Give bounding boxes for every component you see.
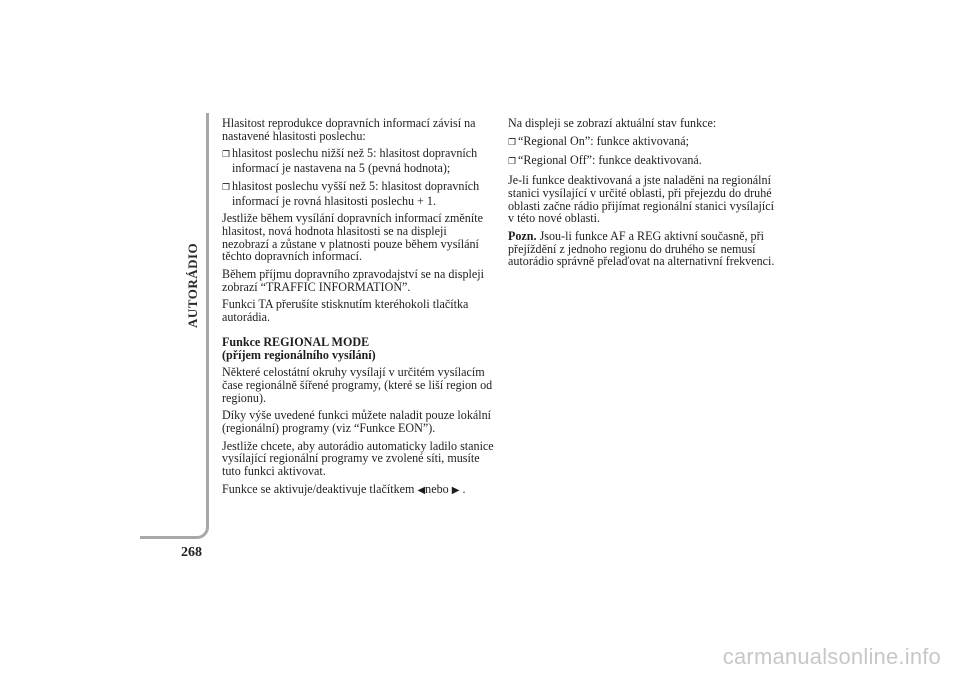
paragraph: Některé celostátní okruhy vysílají v určitém vysílacím čase regionálně šířené programy, (které se liší region od regionu).	[222, 365, 493, 405]
paragraph: Funkce se aktivuje/deaktivuje tlačítkem ◀nebo ▶ .	[222, 481, 466, 496]
section-heading: Funkce REGIONAL MODE (příjem regionálního vysílání)	[222, 334, 376, 362]
paragraph: Je-li funkce deaktivovaná a jste naladěni na regionální stanici vysílající v určité oblasti, při přejezdu do druhé oblasti začne rádio přijímat regionální stanici vysílající v této nové oblasti.	[508, 173, 774, 226]
paragraph: Jestliže chcete, aby autorádio automaticky ladilo stanice vysílající regionální programy ve zvolené síti, musíte tuto funkci aktivovat.	[222, 438, 494, 479]
note-label: Pozn.	[508, 228, 537, 243]
checkbox-bullet-icon: ❐	[508, 157, 517, 168]
right-triangle-icon: ▶	[451, 484, 460, 496]
paragraph: Během příjmu dopravního zpravodajství se na displeji zobrazí “TRAFFIC INFORMATION”.	[222, 267, 484, 294]
list-item: ❐ hlasitost poslechu vyšší než 5: hlasitost dopravních informací je rovná hlasitosti poslechu + 1.	[222, 178, 480, 208]
paragraph: Funkci TA přerušíte stisknutím kteréhokoli tlačítka autorádia.	[222, 297, 469, 325]
paragraph: Na displeji se zobrazí aktuální stav funkce:	[508, 116, 717, 130]
right-column	[508, 117, 783, 273]
list-item: ❐ hlasitost poslechu nižší než 5: hlasitost dopravních informací je nastavena na 5 (pevná hodnota);	[222, 146, 478, 176]
section-label: AUTORÁDIO	[185, 242, 200, 328]
list-item: ❐ “Regional On”: funkce aktivovaná;	[508, 133, 689, 148]
note-paragraph: Pozn. Jsou-li funkce AF a REG aktivní současně, při přejíždění z jednoho regionu do druhého se nemusí autorádio správně přelaďovat na alternativní frekvenci.	[508, 228, 775, 269]
checkbox-bullet-icon: ❐	[222, 182, 231, 193]
list-item: ❐ “Regional Off”: funkce deaktivovaná.	[508, 153, 702, 168]
checkbox-bullet-icon: ❐	[222, 150, 231, 161]
page-number: 268	[181, 545, 202, 560]
paragraph: Hlasitost reprodukce dopravních informací závisí na nastavené hlasitosti poslechu:	[222, 116, 476, 143]
paragraph: Díky výše uvedené funkci můžete naladit pouze lokální (regionální) programy (viz “Funkce EON”).	[222, 408, 491, 436]
left-column	[222, 117, 494, 503]
watermark: carmanualsonline.info	[722, 644, 941, 669]
checkbox-bullet-icon: ❐	[508, 137, 517, 148]
paragraph: Jestliže během vysílání dopravních informací změníte hlasitost, nová hodnota hlasitosti se na displeji nezobrazí a zůstane v platnosti pouze během vysílání těchto dopravních informací.	[222, 211, 483, 264]
left-triangle-icon: ◀	[417, 484, 426, 496]
